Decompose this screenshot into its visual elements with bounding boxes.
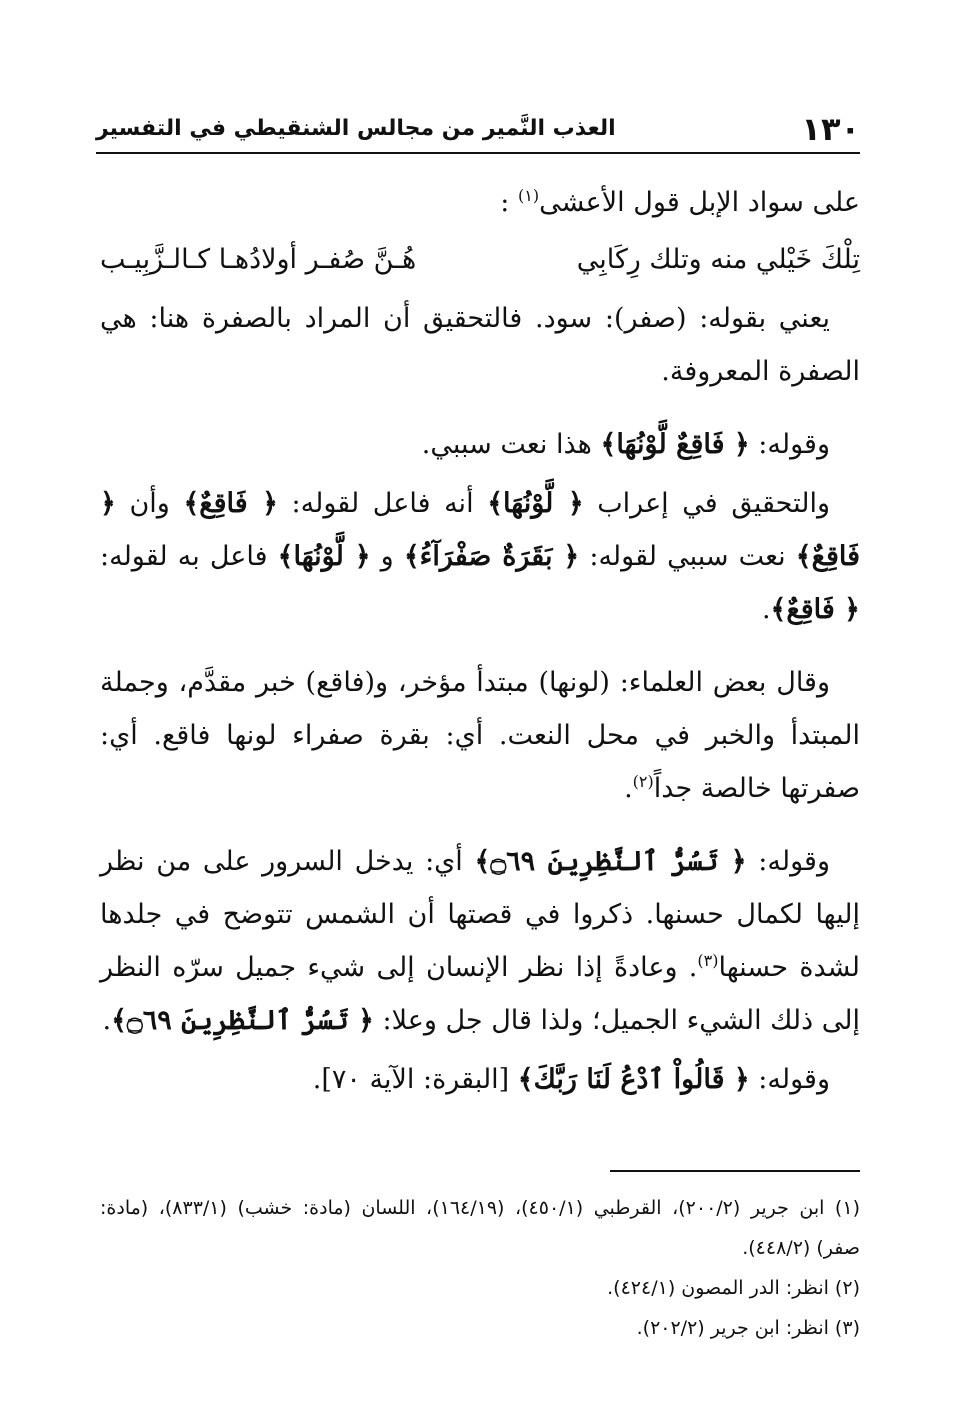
text-span: وقال بعض العلماء: (لونها) مبتدأ مؤخر، و(فاقع) خبر مقدَّم، وجملة المبتدأ والخبر في محل النعت. أي: بقرة صفراء لونها فاقع. أي: صفرتها خالصة جداً xyxy=(100,667,860,804)
footnotes xyxy=(100,1188,860,1348)
footnote-divider xyxy=(610,1170,860,1172)
paragraph-1 xyxy=(100,176,860,229)
paragraph-7 xyxy=(100,1053,860,1106)
quran-quote: ﴿ بَقَرَةٌ صَفْرَآءُ﴾ xyxy=(403,541,580,572)
paragraph-6 xyxy=(100,835,860,1047)
quran-quote: ﴿ فَاقِعٌ لَّوْنُهَا﴾ xyxy=(600,429,750,460)
footnote-2: (٢) انظر: الدر المصون (٤٢٤/١). xyxy=(607,1277,860,1299)
footnote-ref-1: (١) xyxy=(517,186,540,205)
text-span: : xyxy=(500,187,510,218)
paragraph-4 xyxy=(100,477,860,636)
text-span: وقوله: xyxy=(749,429,830,460)
page-number: ١٣٠ xyxy=(801,110,860,148)
paragraph-3 xyxy=(100,418,860,471)
quran-quote: ﴿ فَاقِعٌ﴾ xyxy=(770,594,860,625)
text-span: أي: يدخل السرور على من نظر إليها لكمال حسنها. ذكروا في قصتها أن الشمس تتوضح في جلدها لشدة حسنها xyxy=(100,846,860,983)
footnote-ref-2: (٢) xyxy=(632,772,654,791)
footnote-ref-3: (٣) xyxy=(697,951,719,970)
quran-quote: ﴿ لَّوْنُهَا﴾ xyxy=(487,488,584,519)
text-span: . xyxy=(102,1005,112,1036)
text-span: وأن xyxy=(115,488,184,519)
quran-quote: ﴿ تَسُرُّ ٱلنَّظِرِينَ ۝٦٩﴾ xyxy=(111,1005,374,1036)
text-span: أنه فاعل لقوله: xyxy=(277,488,488,519)
text-span: وقوله: xyxy=(746,846,830,877)
quran-quote: ﴿ لَّوْنُهَا﴾ xyxy=(277,541,371,572)
quran-quote: ﴿ تَسُرُّ ٱلنَّظِرِينَ ۝٦٩﴾ xyxy=(474,846,747,877)
poetry-verse xyxy=(100,233,860,286)
text-span: هذا نعت سببي. xyxy=(421,429,601,460)
text-span: و xyxy=(370,541,404,572)
footnote-3: (٣) انظر: ابن جرير (٢٠٢/٢). xyxy=(636,1317,860,1339)
quran-quote: ﴿ قَالُواْ ٱدْعُ لَنَا رَبَّكَ﴾ xyxy=(517,1064,750,1095)
verse-hemistich-left: هُـنَّ صُفـر أولادُهـا كـالـزَّبِيـب xyxy=(100,244,417,275)
quran-quote: ﴿ فَاقِعٌ﴾ xyxy=(100,488,861,572)
footnote-1: (١) ابن جرير (٢٠٠/٢)، القرطبي (٤٥٠/١)، (١٦٤/١٩)، اللسان (مادة: خشب) (٨٣٣/١)، (مادة: صفر) (٤٤٨/٢). xyxy=(100,1197,860,1259)
text-span: . xyxy=(624,773,633,804)
text-span: فاعل به لقوله: xyxy=(100,541,278,572)
verse-hemistich-right: تِلْكَ خَيْلي منه وتلك رِكَابِي xyxy=(576,244,860,275)
text-span: والتحقيق في إعراب xyxy=(583,488,830,519)
main-text xyxy=(100,176,860,1106)
text-span: نعت سببي لقوله: xyxy=(579,541,796,572)
text-span: . وعادةً إذا نظر الإنسان إلى شيء جميل سرّه النظر إلى ذلك الشيء الجميل؛ ولذا قال جل وعلا: xyxy=(100,952,860,1036)
text-span: . xyxy=(761,594,771,625)
text-span: على سواد الإبل قول الأعشى xyxy=(539,187,860,218)
paragraph-5 xyxy=(100,656,860,815)
page-header xyxy=(96,108,860,154)
running-title: العذب النَّمير من مجالس الشنقيطي في التفسير xyxy=(96,116,616,141)
text-span: [البقرة: الآية ٧٠]. xyxy=(312,1064,518,1095)
paragraph-2: يعني بقوله: (صفر): سود. فالتحقيق أن المراد بالصفرة هنا: هي الصفرة المعروفة. xyxy=(100,303,860,387)
quran-quote: ﴿ فَاقِعٌ﴾ xyxy=(183,488,278,519)
text-span: وقوله: xyxy=(749,1064,830,1095)
